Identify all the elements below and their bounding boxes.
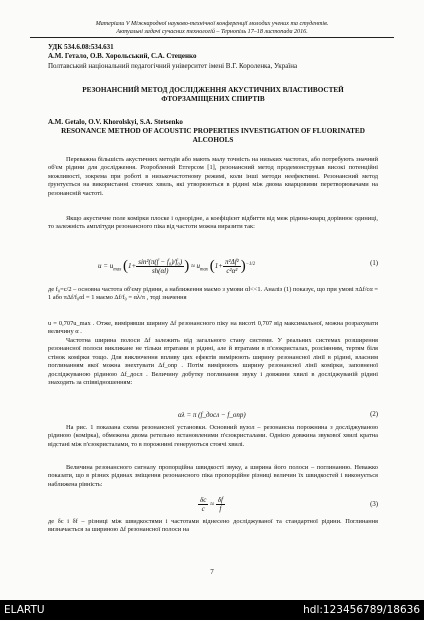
footer-handle: hdl:123456789/18636 — [303, 604, 420, 616]
eq1-rhs-numerator: π²Δf² — [225, 258, 239, 266]
eq1-rhs-denominator: c²α² — [226, 267, 238, 275]
eq1-numerator: sin²(π(f − f₀)/f₀) — [138, 258, 183, 266]
eq1-mid-sub: max — [200, 267, 209, 273]
udk-code: УДК 534.6.08:534.631 — [48, 43, 114, 51]
conference-header — [30, 20, 394, 38]
eq3-lhs-numerator: δc — [200, 496, 207, 504]
paragraph-8: де δc і δf – різниці між швидкостями і частотами віднесено досліджуваної та стандартної рідини. Поглинання визначається за шириною Δf резонансної полоси на — [48, 518, 378, 534]
eq3-rhs-denominator: f — [219, 505, 222, 513]
equation-3: $\frac{\delta c}{c}$ ≈ $\frac{\delta f}{f}$ (3) — [200, 496, 378, 513]
paragraph-5: Частотна ширина полоси Δf залежить від загального стану системи. У реальних системах розширення резонансної полоси викликане не тільки втратами в рідині, але й втратами в п'єзокристалах, розсіянням, тертям біля стінок комірки тощо. Для виключення впливу цих ефектів вимірюють ширину резонансної лінії в рідині, власним поглинанням якої можна знехтувати Δf_onp . Потім вимірюють ширину резонансної лінії комірки, заповненої досліджуваною рідиною Δf_досл . Величину добутку поглинання звуку і довжини хвилі в досліджуваній рідині знаходять за співвідношенням: — [48, 337, 378, 387]
paragraph-4: u = 0,707u_max . Отже, вимірявши ширину Δf резонансного піку на висоті 0,707 від максимальної, можна розрахувати величину α . — [48, 320, 378, 336]
page-number: 7 — [210, 568, 214, 576]
eq3-rhs-numerator: δf — [217, 496, 223, 504]
affiliation: Полтавський національний педагогічний університет імені В.Г. Короленка, Україна — [48, 62, 298, 70]
eq1-lhs: u = u — [98, 262, 114, 271]
authors-ua: А.М. Гетало, О.В. Хорольський, С.А. Стеценко — [48, 52, 197, 60]
eq1-label: (1) — [370, 260, 378, 267]
eq2-body: αλ = π (f_досл − f_onp) — [178, 411, 246, 419]
eq1-lhs-sub: max — [113, 267, 122, 273]
eq1-mid: ≈ u — [190, 262, 201, 271]
eq3-lhs-denominator: c — [201, 505, 205, 513]
equation-1: $u = u_{max}$ (1+ $\frac{\text{sin²(π(f − f₀)/f₀)}}{sh(\alpha l)}$ ) ≈ $u_{max}$ (1+ $\frac{\text{π²Δf²}}{\text{c²α²}}$ )$^{-1/2}$ (1) — [98, 258, 378, 275]
equation-2 — [48, 410, 378, 422]
paragraph-2: Якщо акустичне поле комірки плоске і однорідне, а коефіцієнт відбиття від меж рідина-кварц дорівнює одиниці, то залежність амплітуди резонансного піка від частоти можна виразити так: — [48, 215, 378, 231]
eq2-label: (2) — [370, 411, 378, 418]
title-ua: РЕЗОНАНСНИЙ МЕТОД ДОСЛІДЖЕННЯ АКУСТИЧНИХ ВЛАСТИВОСТЕЙ ФТОРЗАМІЩЕНИХ СПИРТІВ — [82, 86, 344, 103]
footer-repository-name: ELARTU — [4, 604, 45, 616]
paragraph-3: де f₀=c/2 – основна частота об'єму рідини, а наближення маємо з умови αl<<1. Аналіз (1) показує, що при умові πΔf/cα = 1 або πΔf/f₀αl = 1 маємо Δf/f₀ = αλ/π , тоді значення — [48, 286, 378, 302]
repository-footer — [0, 600, 424, 620]
title-en: RESONANCE METHOD OF ACOUSTIC PROPERTIES INVESTIGATION OF FLUORINATED ALCOHOLS — [61, 127, 365, 144]
authors-en: A.M. Getalo, O.V. Khorolskyi, S.A. Stetsenko — [48, 118, 183, 126]
paragraph-7: Величина резонансного сигналу пропорційна швидкості звуку, а ширина його полоси – поглинанню. Неважко показати, що в різних рідинах зміщення резонансного піка пропорційне різниці величин їх швидкостей і виконується наближена рівність: — [48, 464, 378, 488]
paragraph-1: Переважна більшість акустичних методів або мають малу точність на низьких частотах, або потребують значний об'єм рідини для дослідження. Розроблений Етгерсом [1], резонансний метод продемонстрував високі потенційні можливості, зокрема при роботі в низькочастотному режимі, коли інші методи неефективні. Резонансний метод ґрунтується на використанні стоячих хвиль, які утворюються в рідині між двома кварцовими перетворювачами на резонансній частоті. — [48, 156, 378, 197]
header-line-1: Матеріали V Міжнародної науково-технічної конференції молодих учених та студентів. — [95, 21, 329, 27]
header-line-2: Актуальні задачі сучасних технологій – Тернопіль 17–18 листопада 2016. — [116, 29, 308, 36]
eq1-denominator: sh(αl) — [151, 267, 169, 275]
paragraph-6: На рис. 1 показана схема резонансної установки. Основний вузол – резонансна порожнина з досліджуваною рідиною (комірка), обмежена двома ретельно встановленими п'єзокристалами. Однією довжина звукової хвилі кратна відстані між п'єзокристалами, то в порожнині генеруються стоячі хвилі. — [48, 424, 378, 448]
eq3-label: (3) — [370, 501, 378, 508]
eq1-exponent: −1/2 — [245, 261, 256, 267]
